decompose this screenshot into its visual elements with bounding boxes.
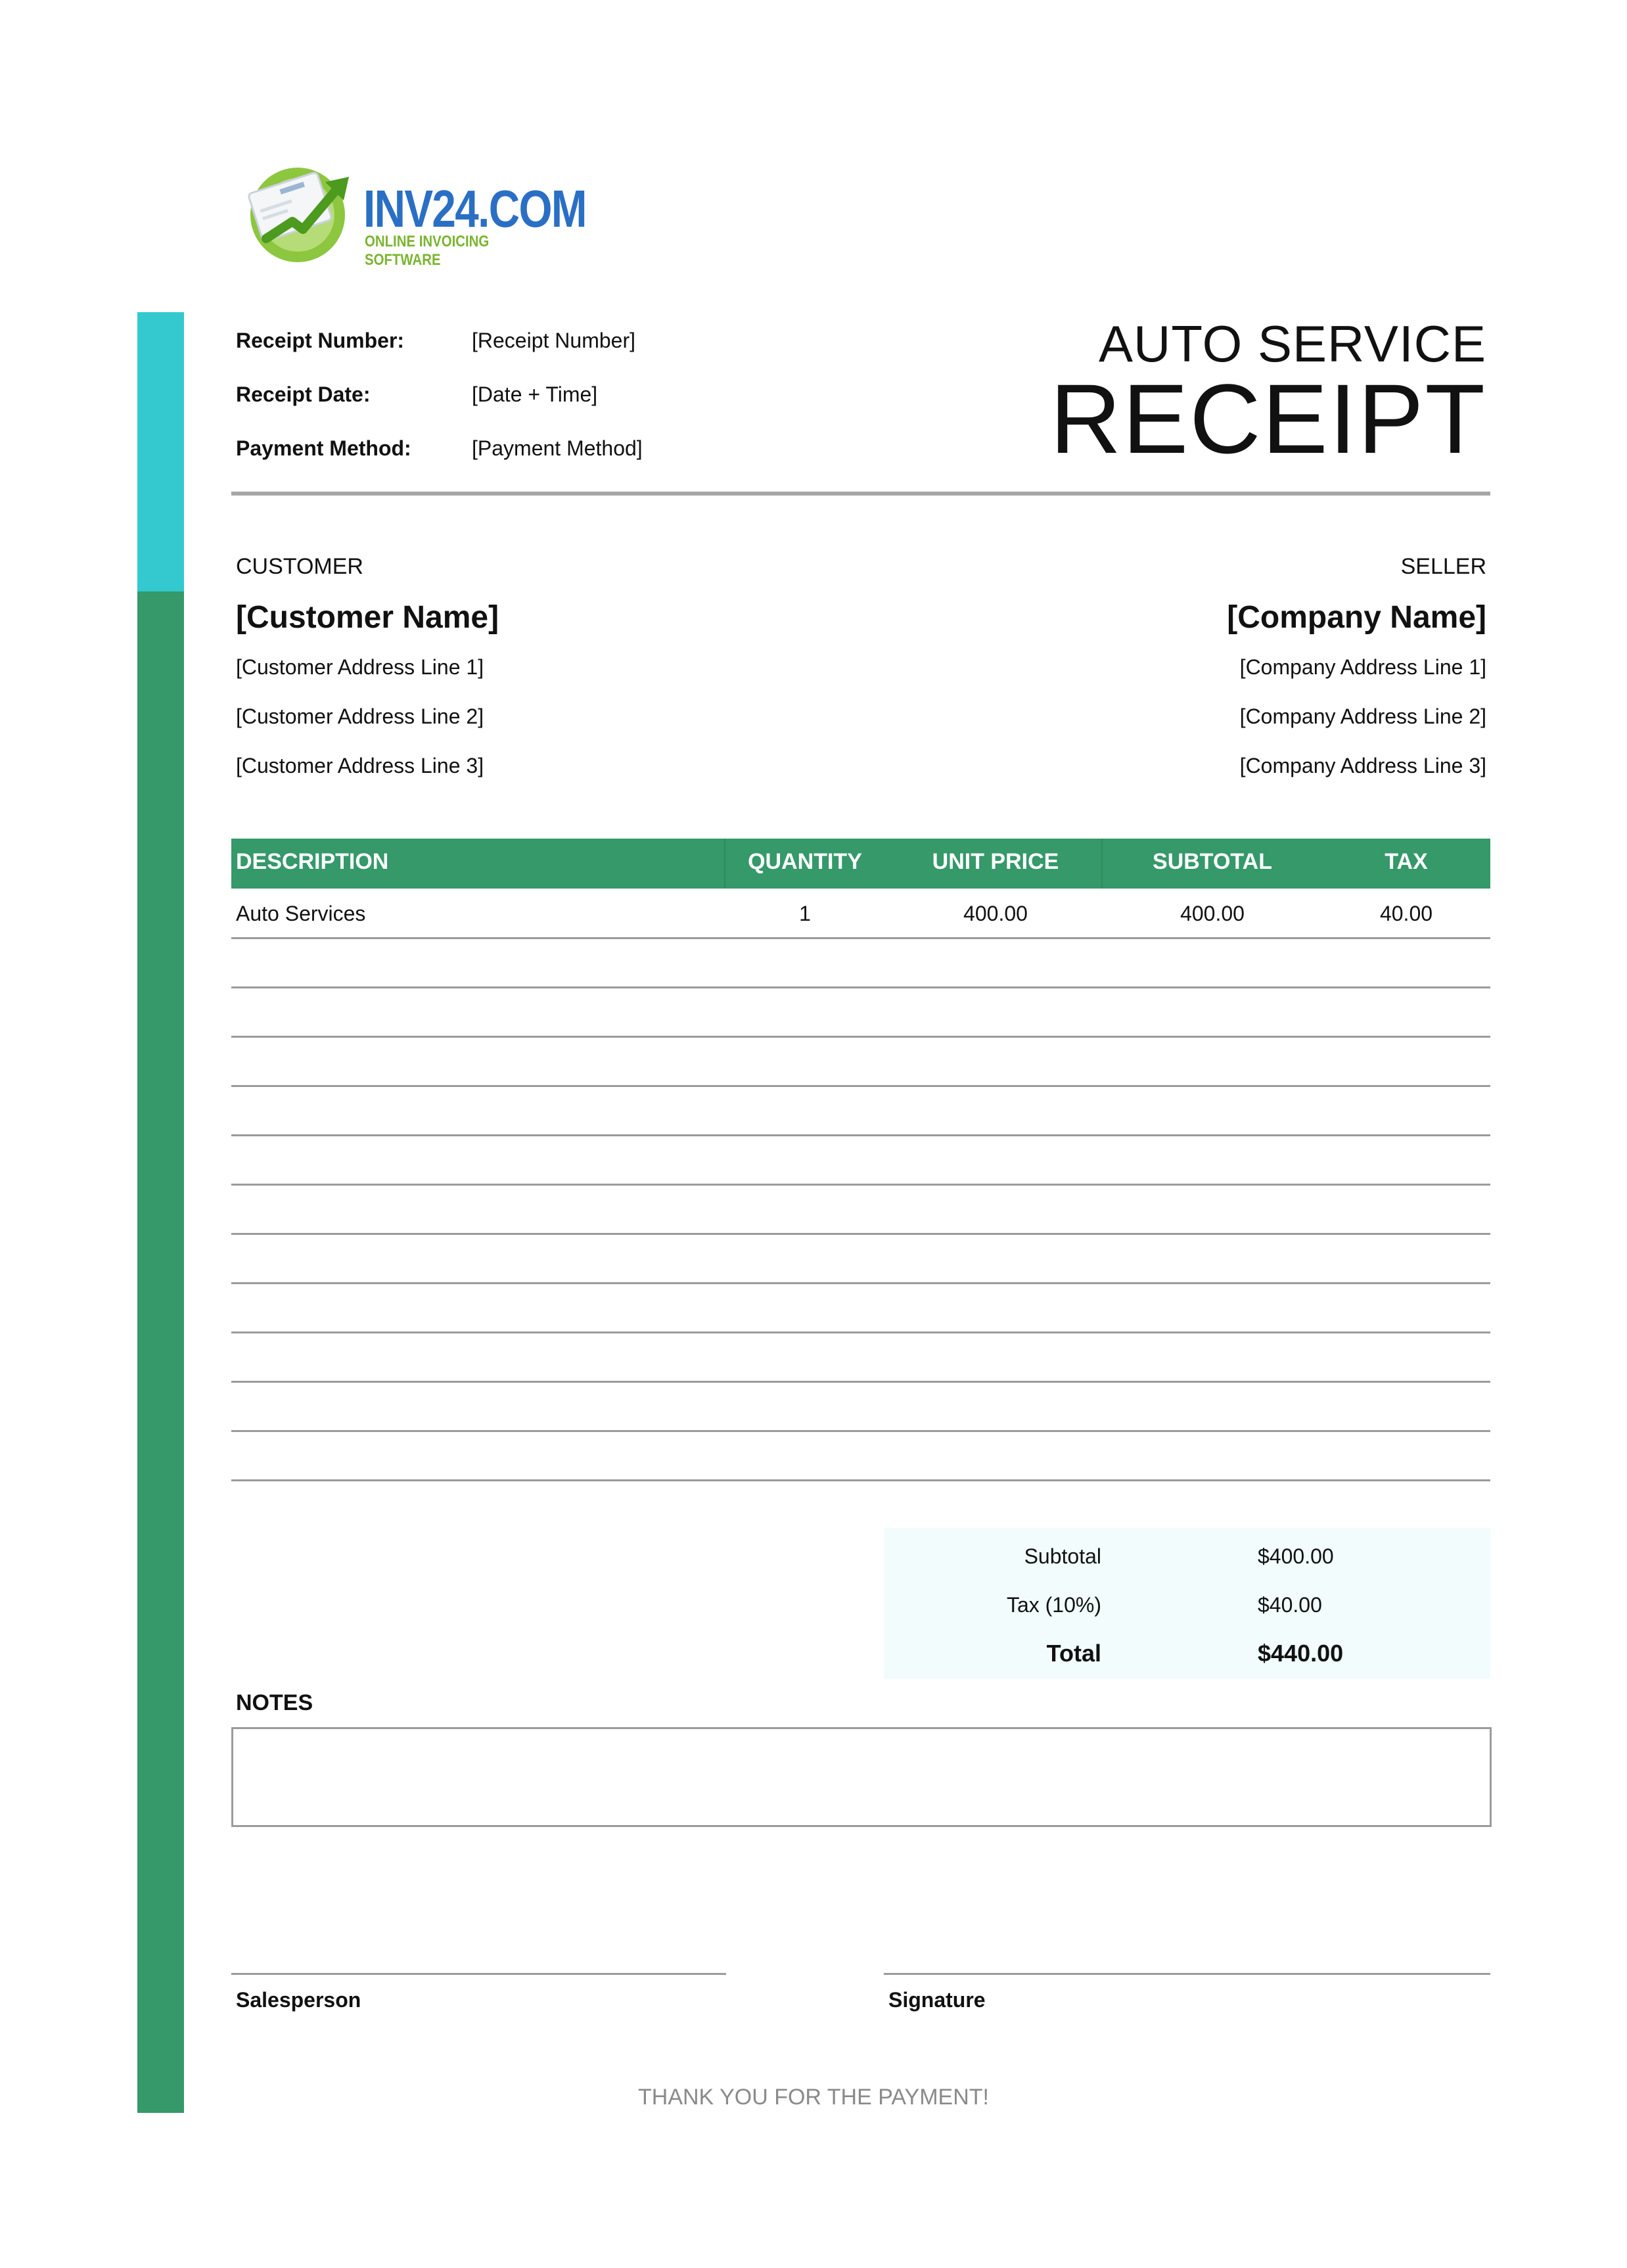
table-row-line xyxy=(231,1134,1490,1136)
total-label: Total xyxy=(1046,1640,1101,1667)
logo xyxy=(246,161,588,269)
salesperson-label: Salesperson xyxy=(236,1988,361,2012)
col-header-unit-price: UNIT PRICE xyxy=(932,849,1059,874)
seller-name: [Company Name] xyxy=(1227,600,1486,635)
col-header-subtotal: SUBTOTAL xyxy=(1153,849,1272,874)
table-row-line xyxy=(231,1430,1490,1432)
tax-label: Tax (10%) xyxy=(1006,1593,1101,1617)
document-title-line1: AUTO SERVICE xyxy=(1099,315,1486,373)
document-title-line2: RECEIPT xyxy=(1049,363,1486,474)
receipt-number-label: Receipt Number: xyxy=(236,329,405,352)
tax-value: $40.00 xyxy=(1258,1593,1322,1617)
totals-panel xyxy=(884,1528,1490,1679)
cell-tax: 40.00 xyxy=(1379,902,1433,925)
customer-name: [Customer Name] xyxy=(236,600,499,635)
notes-box[interactable] xyxy=(231,1727,1492,1827)
receipt-date-value: [Date + Time] xyxy=(472,382,598,406)
seller-address-line: [Company Address Line 1] xyxy=(1239,655,1486,679)
table-row-line xyxy=(231,937,1490,939)
seller-address-line: [Company Address Line 3] xyxy=(1239,754,1486,777)
customer-address-line: [Customer Address Line 2] xyxy=(236,705,484,728)
col-header-tax: TAX xyxy=(1385,849,1428,874)
table-row-line xyxy=(231,1184,1490,1186)
table-row-line xyxy=(231,986,1490,988)
receipt-date-label: Receipt Date: xyxy=(236,382,371,406)
invoice-chart-icon xyxy=(246,161,358,269)
header-divider xyxy=(231,492,1490,496)
seller-address-line: [Company Address Line 2] xyxy=(1239,705,1486,728)
notes-label: NOTES xyxy=(236,1690,313,1715)
header-divider-line xyxy=(724,839,725,889)
subtotal-value: $400.00 xyxy=(1258,1544,1334,1568)
logo-tagline: ONLINE INVOICING SOFTWARE xyxy=(365,233,490,269)
table-row-line xyxy=(231,1479,1490,1481)
cell-description: Auto Services xyxy=(236,902,366,925)
payment-method-label: Payment Method: xyxy=(236,436,411,460)
customer-address-line: [Customer Address Line 1] xyxy=(236,655,484,679)
customer-heading: CUSTOMER xyxy=(236,554,363,579)
signature-line xyxy=(884,1973,1490,1975)
table-row-line xyxy=(231,1331,1490,1333)
col-header-quantity: QUANTITY xyxy=(748,849,862,874)
thank-you-message: THANK YOU FOR THE PAYMENT! xyxy=(638,2085,989,2110)
cell-subtotal: 400.00 xyxy=(1180,902,1245,925)
total-value: $440.00 xyxy=(1258,1640,1344,1667)
subtotal-label: Subtotal xyxy=(1024,1544,1101,1568)
side-bar-teal xyxy=(137,312,184,591)
table-row-line xyxy=(231,1233,1490,1235)
salesperson-line xyxy=(231,1973,726,1975)
side-bar-green xyxy=(137,591,184,2113)
cell-unit-price: 400.00 xyxy=(963,902,1028,925)
col-header-description: DESCRIPTION xyxy=(236,849,389,874)
receipt-number-value: [Receipt Number] xyxy=(472,329,635,352)
table-row-line xyxy=(231,1282,1490,1284)
header-divider-line xyxy=(1101,839,1103,889)
signature-label: Signature xyxy=(888,1988,986,2012)
seller-heading: SELLER xyxy=(1400,554,1486,579)
table-row-line xyxy=(231,1381,1490,1383)
customer-address-line: [Customer Address Line 3] xyxy=(236,754,484,777)
table-row-line xyxy=(231,1036,1490,1038)
logo-brand-text: INV24.COM xyxy=(363,179,586,238)
table-row-line xyxy=(231,1085,1490,1087)
payment-method-value: [Payment Method] xyxy=(472,436,643,460)
cell-quantity: 1 xyxy=(799,902,811,925)
